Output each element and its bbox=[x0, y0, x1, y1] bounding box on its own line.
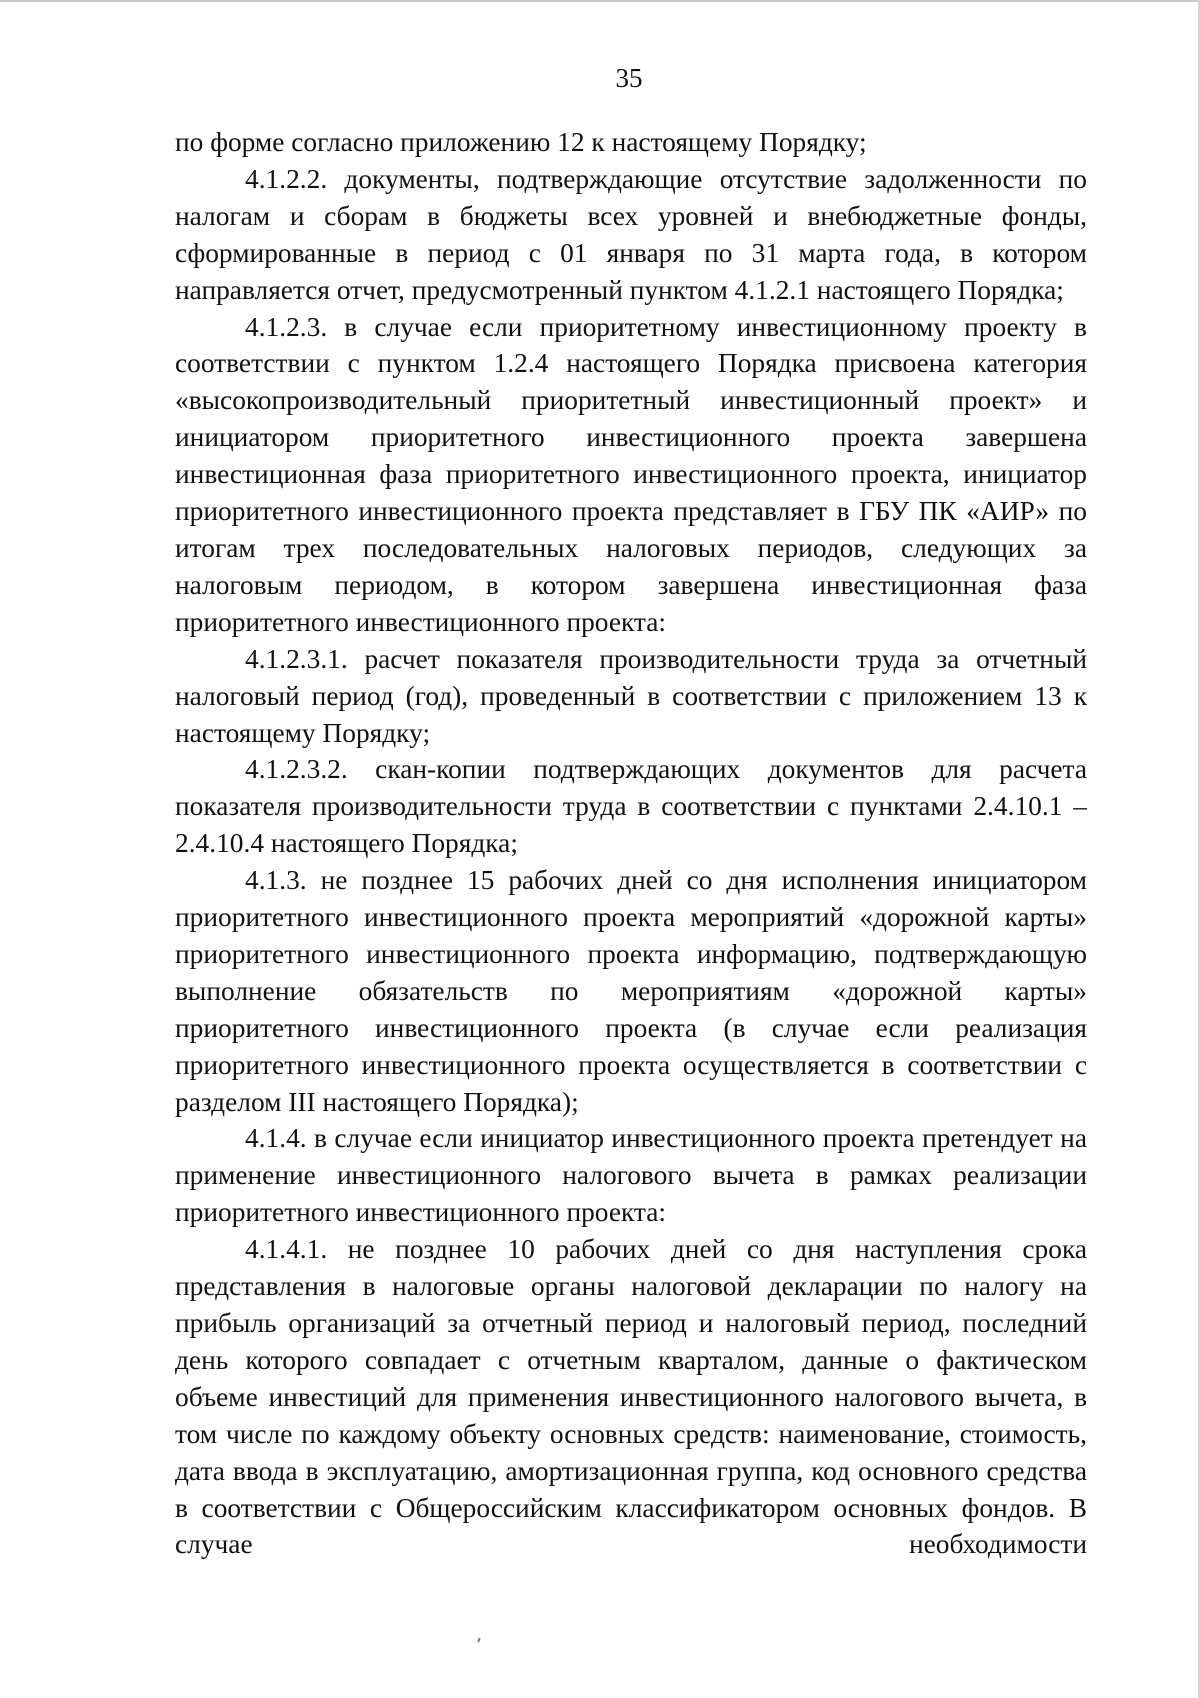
scan-artifact-mark bbox=[477, 1638, 480, 1642]
paragraph-4-1-3: 4.1.3. не позднее 15 рабочих дней со дня исполнения инициатором приоритетного инвестиционного проекта мероприятий «дорожной карты» приоритетного инвестиционного проекта информацию, подтверждающую выполнение обязательств по мероприятиям «дорожной карты» приоритетного инвестиционного проекта (в случае если реализация приоритетного инвестиционного проекта осуществляется в соответствии с разделом III настоящего Порядка); bbox=[175, 865, 1087, 1117]
paragraph-4-1-4-1: 4.1.4.1. не позднее 10 рабочих дней со дня наступления срока представления в налоговые органы налоговой декларации по налогу на прибыль организаций за отчетный период и налоговый период, последний день которого совпадает с отчетным кварталом, данные о фактическом объеме инвестиций для применения инвестиционного налогового вычета, в том числе по каждому объекту основных средств: наименование, стоимость, дата ввода в эксплуатацию, амортизационная группа, код основного средства в соответствии с Общероссийским классификатором основных фондов. В случае необходимости bbox=[175, 1234, 1087, 1560]
paragraph-4-1-2-3-1: 4.1.2.3.1. расчет показателя производительности труда за отчетный налоговый период (год), проведенный в соответствии с приложением 13 к настоящему Порядку; bbox=[175, 643, 1087, 748]
paragraph-4-1-2-3-2: 4.1.2.3.2. скан-копии подтверждающих документов для расчета показателя производительности труда в соответствии с пунктами 2.4.10.1 – 2.4.10.4 настоящего Порядка; bbox=[175, 754, 1087, 859]
paragraph-4-1-4: 4.1.4. в случае если инициатор инвестиционного проекта претендует на применение инвестиционного налогового вычета в рамках реализации приоритетного инвестиционного проекта: bbox=[175, 1123, 1087, 1228]
document-text-body bbox=[175, 124, 1087, 1563]
page-number: 35 bbox=[615, 63, 643, 93]
paragraph-4-1-2-2: 4.1.2.2. документы, подтверждающие отсутствие задолженности по налогам и сборам в бюджеты всех уровней и внебюджетные фонды, сформированные в период с 01 января по 31 марта года, в котором направляется отчет, предусмотренный пунктом 4.1.2.1 настоящего Порядка; bbox=[175, 163, 1087, 305]
paragraph-4-1-2-3: 4.1.2.3. в случае если приоритетному инвестиционному проекту в соответствии с пунктом 1.2.4 настоящего Порядка присвоена категория «высокопроизводительный приоритетный инвестиционный проект» и инициатором приоритетного инвестиционного проекта завершена инвестиционная фаза приоритетного инвестиционного проекта, инициатор приоритетного инвестиционного проекта представляет в ГБУ ПК «АИР» по итогам трех последовательных налоговых периодов, следующих за налоговым периодом, в котором завершена инвестиционная фаза приоритетного инвестиционного проекта: bbox=[175, 311, 1087, 637]
scan-edge-top bbox=[0, 0, 1200, 2]
paragraph-continuation: по форме согласно приложению 12 к настоящему Порядку; bbox=[175, 127, 867, 157]
